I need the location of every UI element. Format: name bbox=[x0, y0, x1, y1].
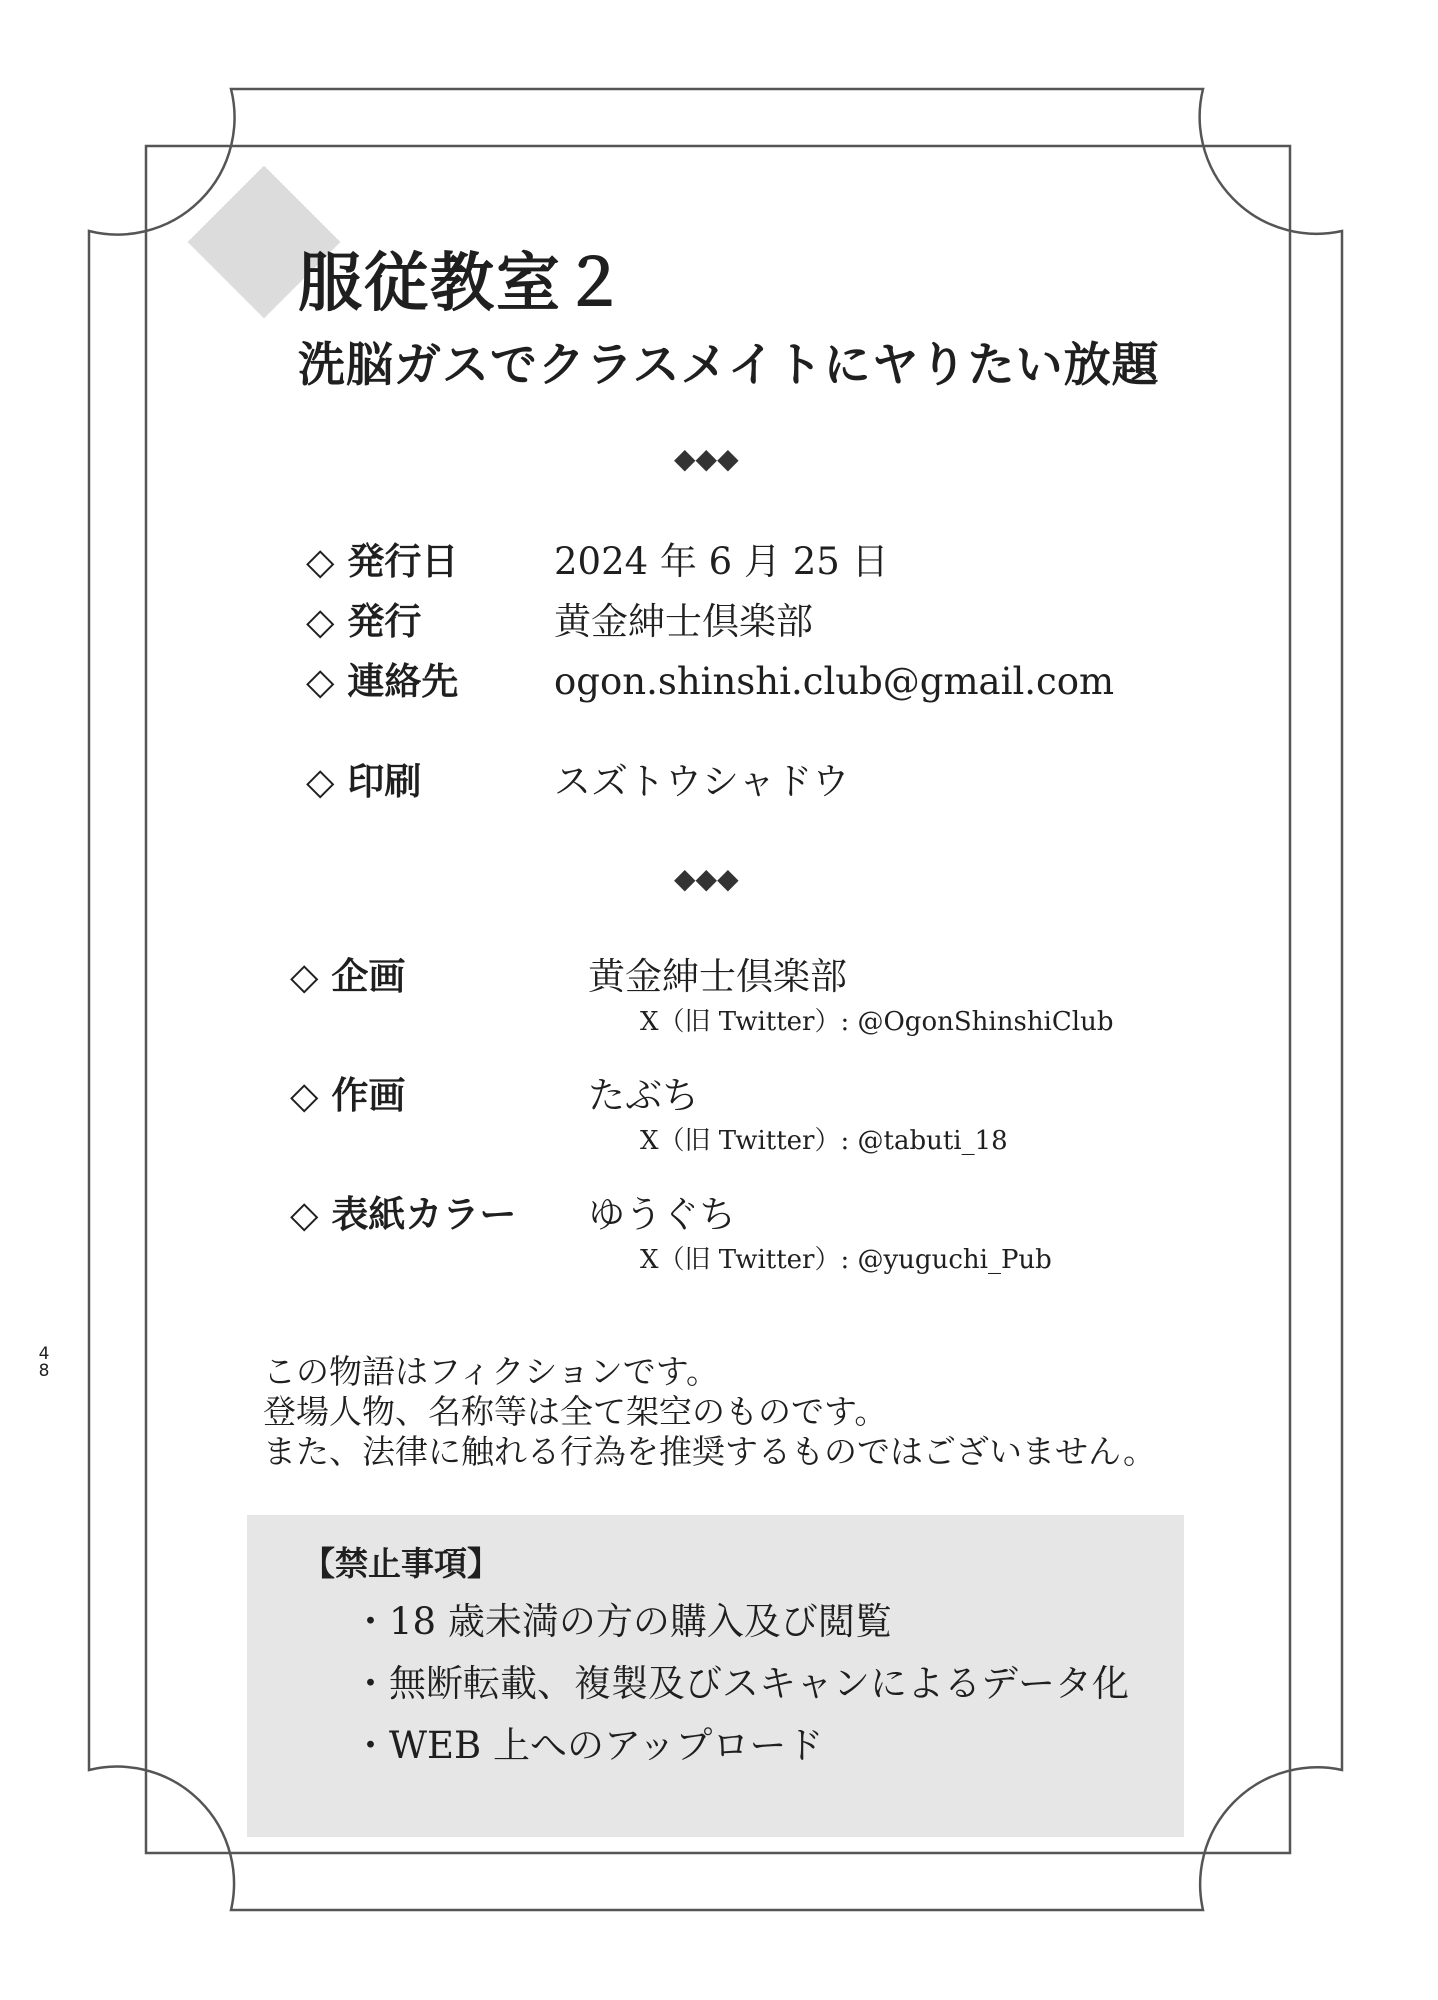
disclaimer-line-1: この物語はフィクションです。 bbox=[263, 1352, 720, 1391]
book-title: 服従教室２ bbox=[298, 247, 628, 321]
credit-label-cover-color: ◇ 表紙カラー bbox=[290, 1193, 517, 1236]
colophon-value-publisher: 黄金紳士倶楽部 bbox=[554, 600, 813, 643]
colophon-label-date: ◇ 発行日 bbox=[306, 540, 459, 583]
divider-middle: ◆◆◆ bbox=[674, 862, 739, 895]
prohibited-item: ・無断転載、複製及びスキャンによるデータ化 bbox=[352, 1662, 1129, 1705]
colophon-label-publisher: ◇ 発行 bbox=[306, 600, 422, 643]
divider-top: ◆◆◆ bbox=[674, 442, 739, 475]
credit-sns-planning: X（旧 Twitter）: @OgonShinshiClub bbox=[640, 1007, 1114, 1037]
colophon-value-printer: スズトウシャドウ bbox=[554, 760, 850, 803]
colophon-value-contact: ogon.shinshi.club@gmail.com bbox=[554, 660, 1115, 703]
disclaimer-line-3: また、法律に触れる行為を推奨するものではございません。 bbox=[263, 1432, 1156, 1471]
credit-sns-art: X（旧 Twitter）: @tabuti_18 bbox=[640, 1126, 1008, 1156]
prohibited-title: 【禁止事項】 bbox=[302, 1544, 500, 1583]
credit-value-cover-color: ゆうぐち bbox=[588, 1193, 736, 1236]
credit-value-planning: 黄金紳士倶楽部 bbox=[588, 955, 847, 998]
colophon-label-contact: ◇ 連絡先 bbox=[306, 660, 459, 703]
colophon-label-printer: ◇ 印刷 bbox=[306, 760, 422, 803]
book-subtitle: 洗脳ガスでクラスメイトにヤりたい放題 bbox=[298, 338, 1160, 393]
prohibited-item: ・WEB 上へのアップロード bbox=[352, 1724, 824, 1767]
credit-value-art: たぶち bbox=[588, 1074, 699, 1117]
credit-sns-cover-color: X（旧 Twitter）: @yuguchi_Pub bbox=[640, 1245, 1052, 1275]
credit-label-planning: ◇ 企画 bbox=[290, 955, 406, 998]
colophon-value-date: 2024 年 6 月 25 日 bbox=[554, 540, 889, 583]
prohibited-item: ・18 歳未満の方の購入及び閲覧 bbox=[352, 1600, 892, 1643]
disclaimer-line-2: 登場人物、名称等は全て架空のものです。 bbox=[263, 1392, 888, 1431]
page-number: 4 8 bbox=[38, 1344, 50, 1381]
credit-label-art: ◇ 作画 bbox=[290, 1074, 406, 1117]
